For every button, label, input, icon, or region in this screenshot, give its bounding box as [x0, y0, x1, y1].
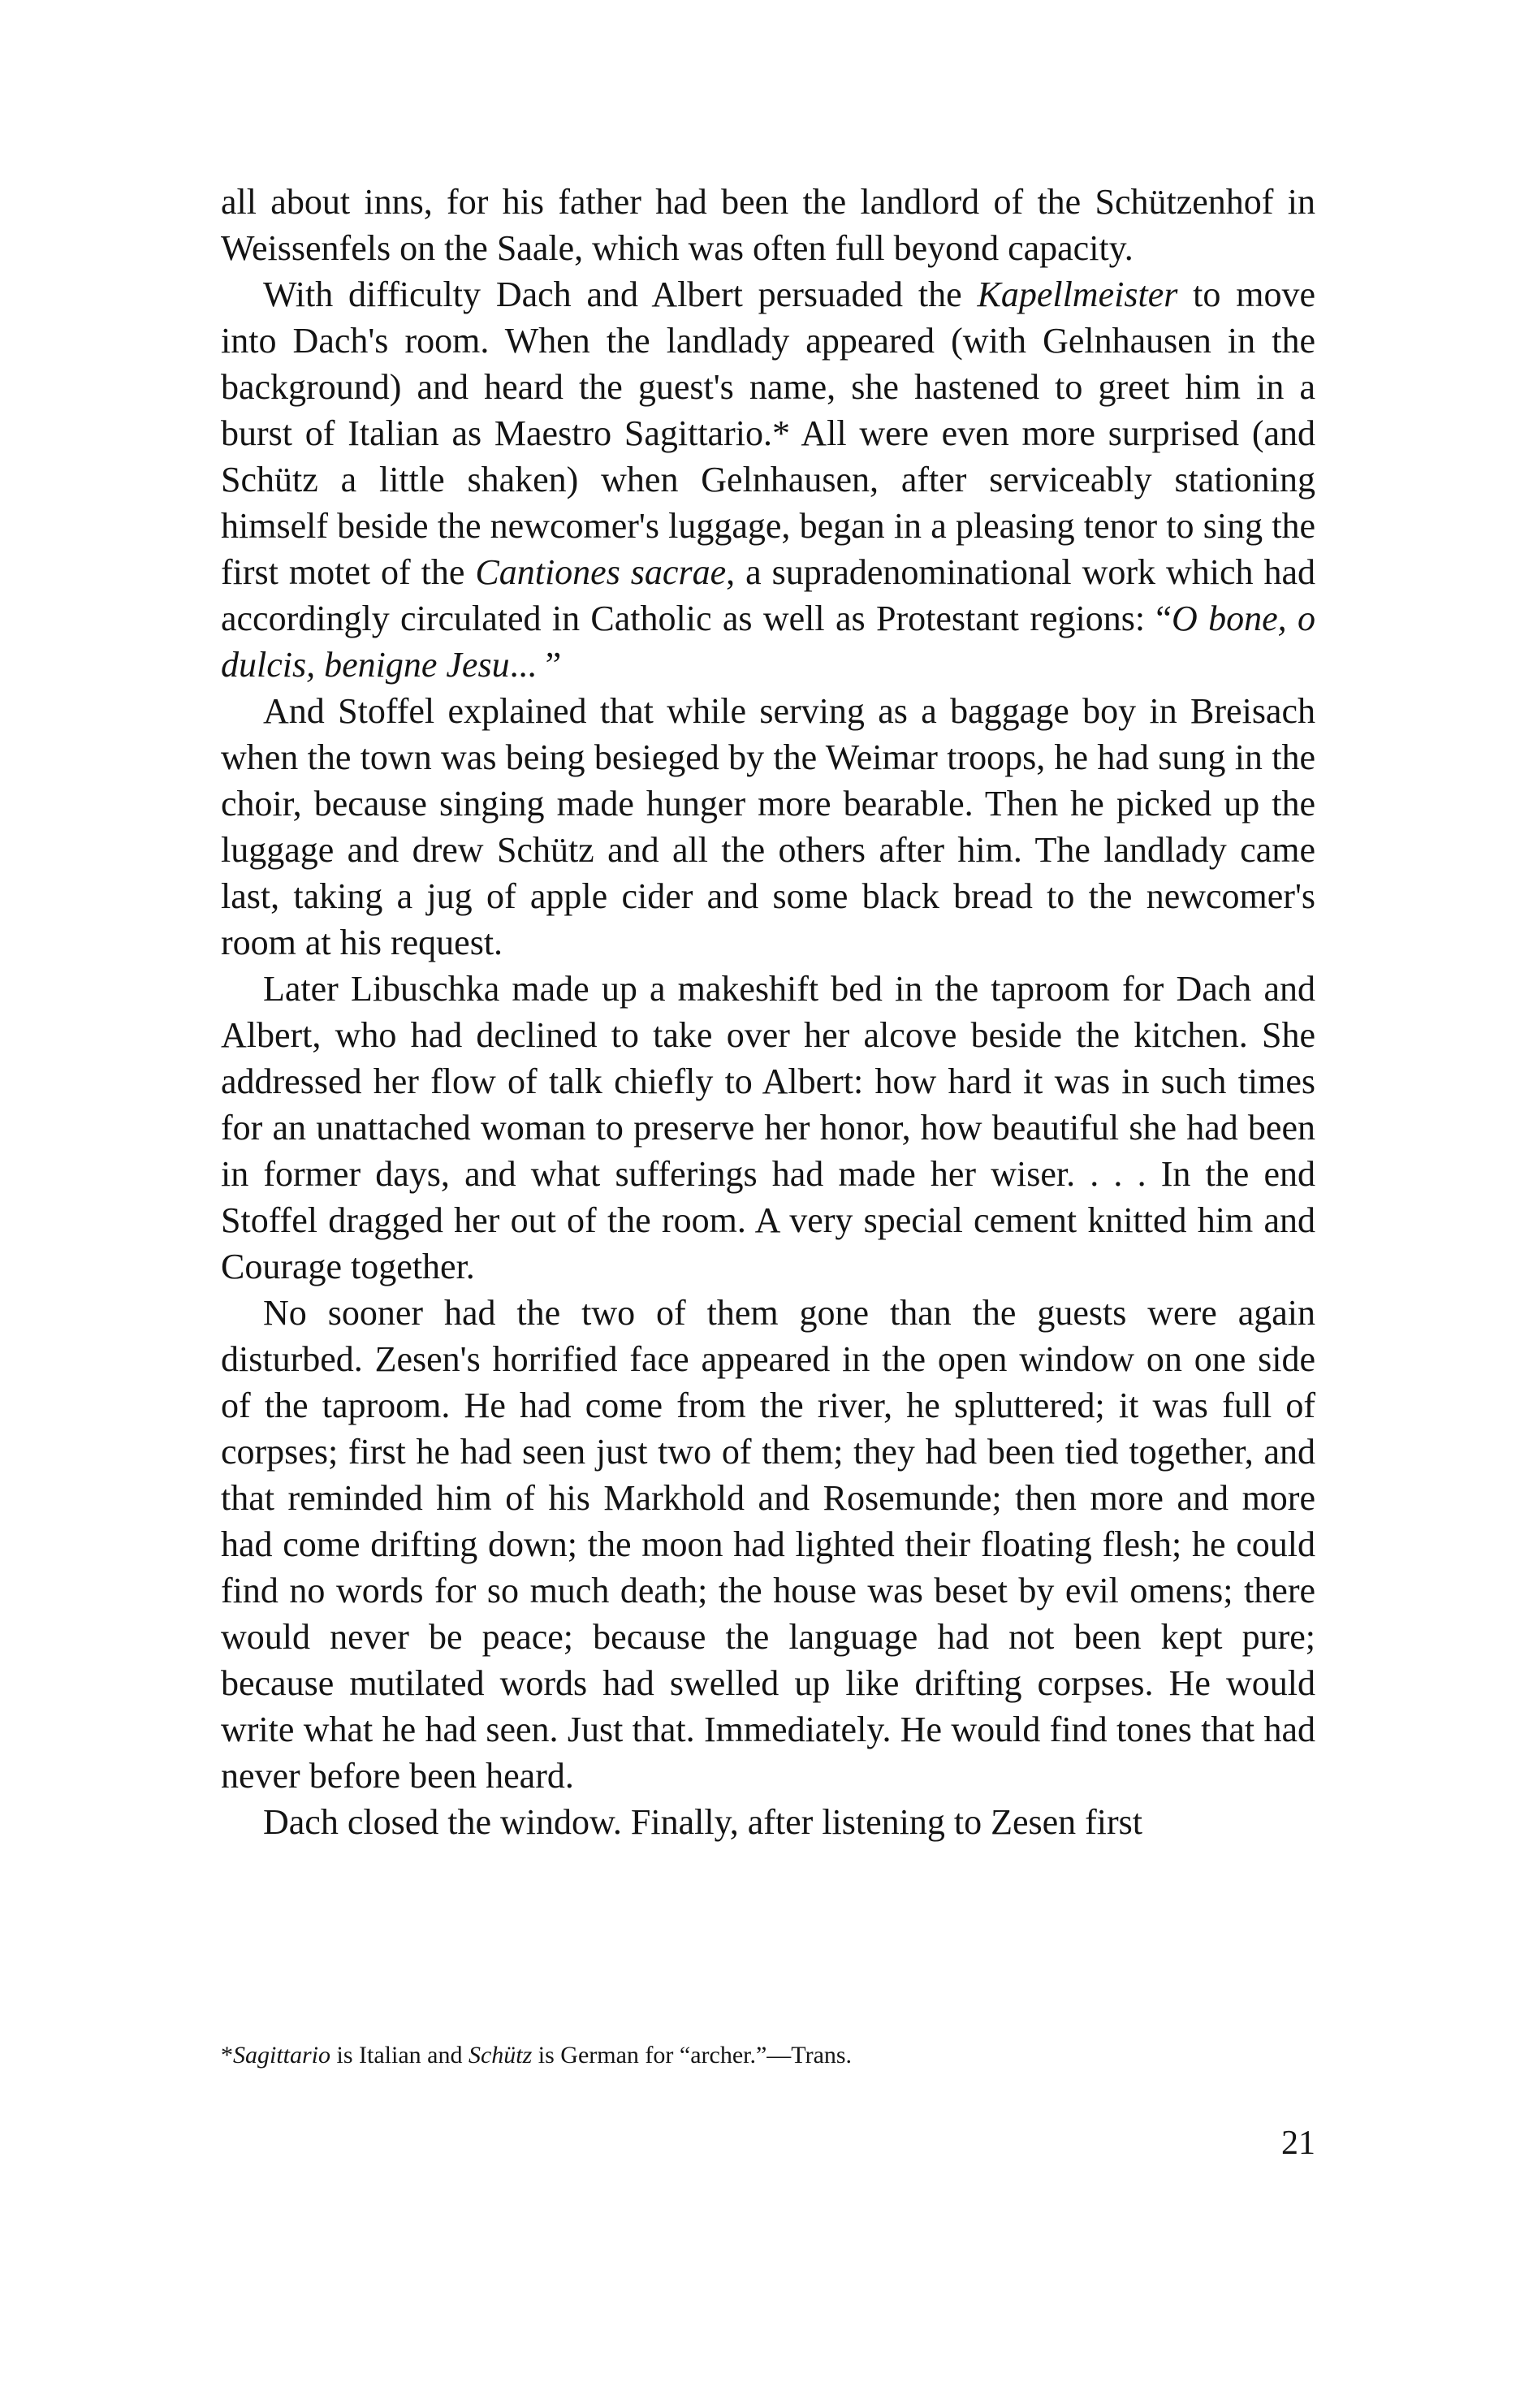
- body-text: [221, 179, 1315, 1845]
- text-run: Later Libuschka made up a makeshift bed in the taproom for Dach and Albert, who had declined to take over her alcove beside the kitchen. She addressed her flow of talk chiefly to Albert: how hard it was in such times for an unattached woman to preserve her honor, how beautiful she had been in former days, and what sufferings had made her wiser. . . . In the end Stoffel dragged her out of the room. A very special cement knitted him and Courage together.: [221, 969, 1315, 1286]
- italic-phrase: Kapellmeister: [977, 275, 1178, 314]
- footnote-term-sagittario: Sagittario: [233, 2042, 331, 2069]
- text-run: , a supradenominational work which had accordingly circulated in Catholic as well as Protestant regions: “: [221, 552, 1315, 638]
- paragraph: [221, 966, 1315, 1290]
- footnote: [221, 2040, 1315, 2071]
- text-run: With difficulty Dach and Albert persuaded the: [263, 275, 978, 314]
- footnote-term-schutz: Schütz: [468, 2042, 533, 2069]
- page-number: 21: [1281, 2125, 1315, 2162]
- text-run: Dach closed the window. Finally, after listening to Zesen first: [263, 1802, 1143, 1842]
- italic-phrase: Cantiones sacrae: [475, 552, 727, 592]
- footnote-marker: *: [221, 2042, 233, 2069]
- text-run: No sooner had the two of them gone than the guests were again disturbed. Zesen's horrified face appeared in the open window on one side of the taproom. He had come from the river, he spluttered; it was full of corpses; first he had seen just two of them; they had been tied together, and that reminded him of his Markhold and Rosemunde; then more and more had come drifting down; the moon had lighted their floating flesh; he could find no words for so much death; the house was beset by evil omens; there would never be peace; because the language had not been kept pure; because mutilated words had swelled up like drifting corpses. He would write what he had seen. Just that. Immediately. He would find tones that had never before been heard.: [221, 1293, 1315, 1796]
- text-run: ... ”: [509, 645, 562, 685]
- footnote-text: is Italian and: [330, 2042, 469, 2069]
- paragraph: [221, 179, 1315, 271]
- paragraph: [221, 1290, 1315, 1799]
- text-run: to move into Dach's room. When the landlady appeared (with Gelnhausen in the background) and heard the guest's name, she hastened to greet him in a burst of Italian as Maestro Sagittario.* All were even more surprised (and Schütz a little shaken) when Gelnhausen, after serviceably stationing himself beside the newcomer's luggage, began in a pleasing tenor to sing the first motet of the: [221, 275, 1315, 592]
- text-run: all about inns, for his father had been the landlord of the Schützenhof in Weissenfels on the Saale, which was often full beyond capacity.: [221, 182, 1315, 268]
- text-run: And Stoffel explained that while serving as a baggage boy in Breisach when the town was being besieged by the Weimar troops, he had sung in the choir, because singing made hunger more bearable. Then he picked up the luggage and drew Schütz and all the others after him. The landlady came last, taking a jug of apple cider and some black bread to the newcomer's room at his request.: [221, 691, 1315, 962]
- paragraph: [221, 271, 1315, 688]
- paragraph: [221, 1799, 1315, 1845]
- italic-phrase: O bone, o dulcis, benigne Jesu: [221, 599, 1315, 685]
- paragraph: [221, 688, 1315, 966]
- footnote-text-tail: is German for “archer.”—Trans.: [532, 2042, 853, 2069]
